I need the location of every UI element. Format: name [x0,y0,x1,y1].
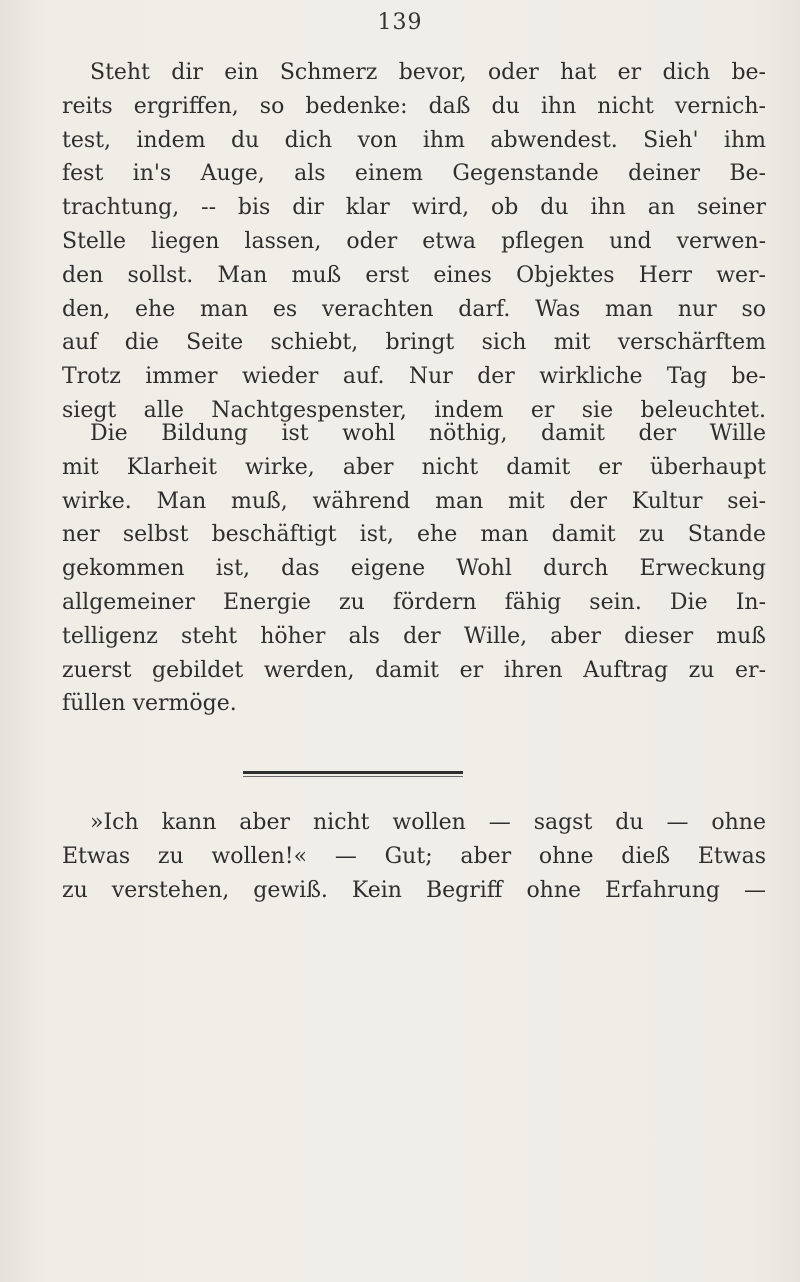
text-line: Etwas zu wollen!« — Gut; aber ohne dieß Etwas [62,843,766,869]
text-line: zu verstehen, gewiß. Kein Begriff ohne Erfahrung — [62,877,766,903]
text-line: »Ich kann aber nicht wollen — sagst du — ohne [90,810,766,835]
text-line: test, indem du dich von ihm abwendest. Sieh' ihm [62,127,766,153]
text-line: fest in's Auge, als einem Gegenstande deiner Be- [62,161,766,187]
text-line: wirke. Man muß, während man mit der Kultur sei- [62,488,766,514]
text-line: auf die Seite schiebt, bringt sich mit verschärftem [62,330,766,356]
text-line: Die Bildung ist wohl nöthig, damit der Wille [90,421,766,446]
text-line: trachtung, -- bis dir klar wird, ob du ihn an seiner [62,195,766,221]
text-line: Trotz immer wieder auf. Nur der wirkliche Tag be- [62,364,766,390]
paragraph-2 [62,417,766,721]
text-line: mit Klarheit wirke, aber nicht damit er überhaupt [62,454,766,480]
text-line: zuerst gebildet werden, damit er ihren Auftrag zu er- [62,657,766,683]
text-line: telligenz steht höher als der Wille, aber dieser muß [62,623,766,649]
page-number: 139 [377,10,423,35]
text-line: reits ergriffen, so bedenke: daß du ihn nicht vernich- [62,93,766,119]
text-line: siegt alle Nachtgespenster, indem er sie beleuchtet. [62,397,766,423]
section-divider [243,771,463,774]
text-line: den sollst. Man muß erst eines Objektes Herr wer- [62,262,766,288]
text-line: gekommen ist, das eigene Wohl durch Erweckung [62,556,766,582]
text-line: allgemeiner Energie zu fördern fähig sein. Die In- [62,589,766,615]
paragraph-1 [62,56,766,428]
text-line: füllen vermöge. [62,691,237,717]
text-line: ner selbst beschäftigt ist, ehe man damit zu Stande [62,522,766,548]
text-line: den, ehe man es verachten darf. Was man nur so [62,296,766,322]
text-line: Stelle liegen lassen, oder etwa pflegen und verwen- [62,228,766,254]
text-line: Steht dir ein Schmerz bevor, oder hat er dich be- [90,60,766,85]
paragraph-3 [62,806,766,907]
